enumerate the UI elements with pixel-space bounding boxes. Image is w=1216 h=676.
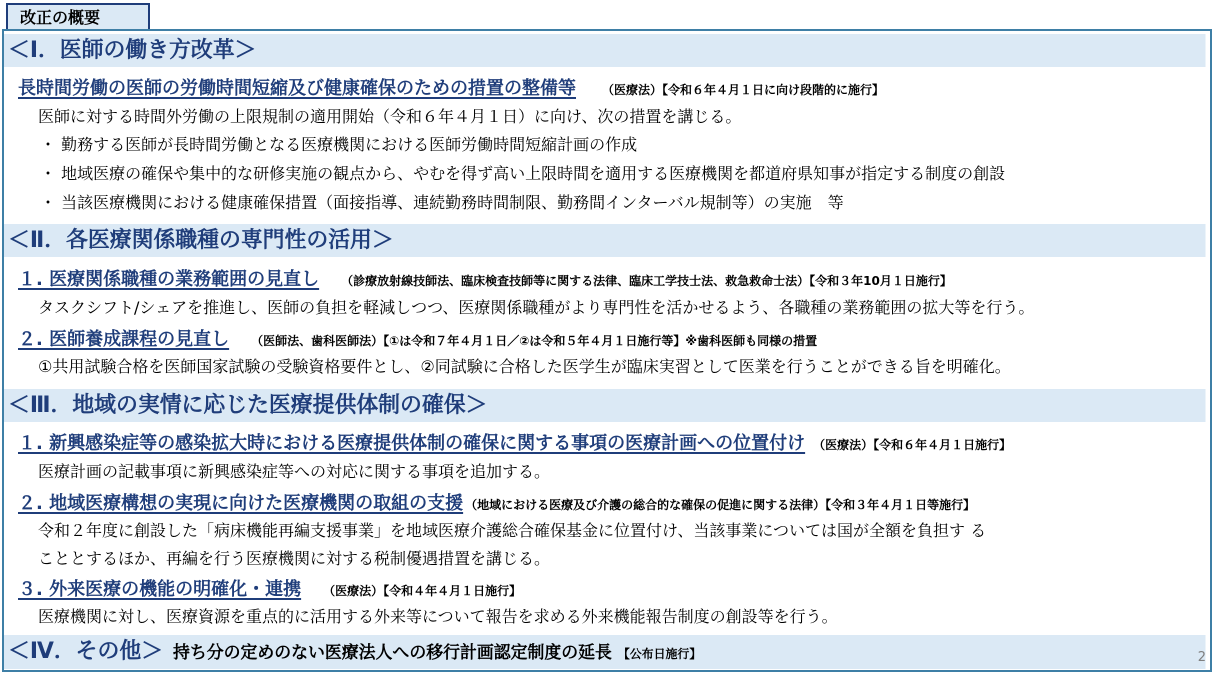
s3-heading-1-note: （医療法）【令和６年４月１日施行】 — [813, 438, 1012, 452]
s3-heading-3-text: ３. 外来医療の機能の明確化・連携 — [18, 579, 302, 600]
s2-heading-1-text: １. 医療関係職種の業務範囲の見直し — [18, 269, 320, 290]
section-tab-label: 改正の概要 — [6, 3, 150, 30]
page-number: 2 — [1197, 650, 1206, 665]
s1-heading-text: 長時間労働の医師の労働時間短縮及び健康確保のための措置の整備等 — [18, 78, 576, 99]
s3-heading-1-text: １. 新興感染症等の感染拡大時における医療提供体制の確保に関する事項の医療計画への位置付け — [18, 433, 806, 454]
section-2-title: ＜Ⅱ．各医療関係職種の専門性の活用＞ — [7, 228, 394, 253]
section-4-header — [4, 635, 1206, 669]
s2-line-1: タスクシフト/シェアを推進し、医師の負担を軽減しつつ、医療関係職種がより専門性を活かせるよう、各職種の業務範囲の拡大等を行う。 — [38, 298, 1035, 317]
s3-line-2b: こととするほか、再編を行う医療機関に対する税制優遇措置を講じる。 — [38, 549, 551, 568]
s2-line-2: ①共用試験合格を医師国家試験の受験資格要件とし、②同試験に合格した医学生が臨床実習として医業を行うことができる旨を明確化。 — [38, 357, 1011, 376]
section-4-text: 持ち分の定めのない医療法人への移行計画認定制度の延長 — [172, 643, 612, 663]
s3-line-3: 医療機関に対し、医療資源を重点的に活用する外来等について報告を求める外来機能報告制度の創設等を行う。 — [38, 607, 838, 626]
s2-heading-2-text: ２. 医師養成課程の見直し — [18, 329, 230, 350]
s1-bullet-3: ・ 当該医療機関における健康確保措置（面接指導、連続勤務時間制限、勤務間インターバル規制等）の実施 等 — [40, 193, 844, 212]
section-3-header — [4, 389, 1206, 422]
section-2-header — [4, 224, 1206, 257]
s1-heading — [18, 74, 884, 100]
s3-line-1: 医療計画の記載事項に新興感染症等への対応に関する事項を追加する。 — [38, 462, 551, 481]
s3-heading-1 — [18, 429, 1011, 455]
section-1-header — [4, 34, 1206, 67]
s3-heading-3 — [18, 575, 521, 601]
s2-heading-2-note: （医師法、歯科医師法）【①は令和７年４月１日／②は令和５年４月１日施行等】※歯科医師も同様の措置 — [251, 334, 818, 348]
s3-heading-2-note: （地域における医療及び介護の総合的な確保の促進に関する法律）【令和３年４月１日等施行】 — [465, 498, 976, 512]
s2-heading-1 — [18, 265, 952, 291]
s2-heading-2 — [18, 325, 817, 351]
section-3-title: ＜Ⅲ．地域の実情に応じた医療提供体制の確保＞ — [7, 393, 488, 418]
s1-line-1: 医師に対する時間外労働の上限規制の適用開始（令和６年４月１日）に向け、次の措置を講じる。 — [38, 107, 742, 126]
s3-heading-2-text: ２. 地域医療構想の実現に向けた医療機関の取組の支援 — [18, 493, 464, 514]
s3-heading-2 — [18, 489, 975, 515]
s1-bullet-2: ・ 地域医療の確保や集中的な研修実施の観点から、やむを得ず高い上限時間を適用する医療機関を都道府県知事が指定する制度の創設 — [40, 164, 1006, 183]
section-4-note: 【公布日施行】 — [617, 647, 702, 661]
s1-heading-note: （医療法）【令和６年４月１日に向け段階的に施行】 — [602, 83, 885, 97]
s3-line-2a: 令和２年度に創設した「病床機能再編支援事業」を地域医療介護総合確保基金に位置付け、当該事業については国が全額を負担す る — [38, 521, 987, 540]
s2-heading-1-note: （診療放射線技師法、臨床検査技師等に関する法律、臨床工学技士法、救急救命士法）【令和３年10月１日施行】 — [341, 274, 952, 288]
s1-bullet-1: ・ 勤務する医師が長時間労働となる医療機関における医師労働時間短縮計画の作成 — [40, 135, 638, 154]
section-4-title: ＜Ⅳ．その他＞ — [7, 639, 164, 664]
section-1-title: ＜Ⅰ．医師の働き方改革＞ — [7, 38, 257, 63]
s3-heading-3-note: （医療法）【令和４年４月１日施行】 — [323, 584, 522, 598]
